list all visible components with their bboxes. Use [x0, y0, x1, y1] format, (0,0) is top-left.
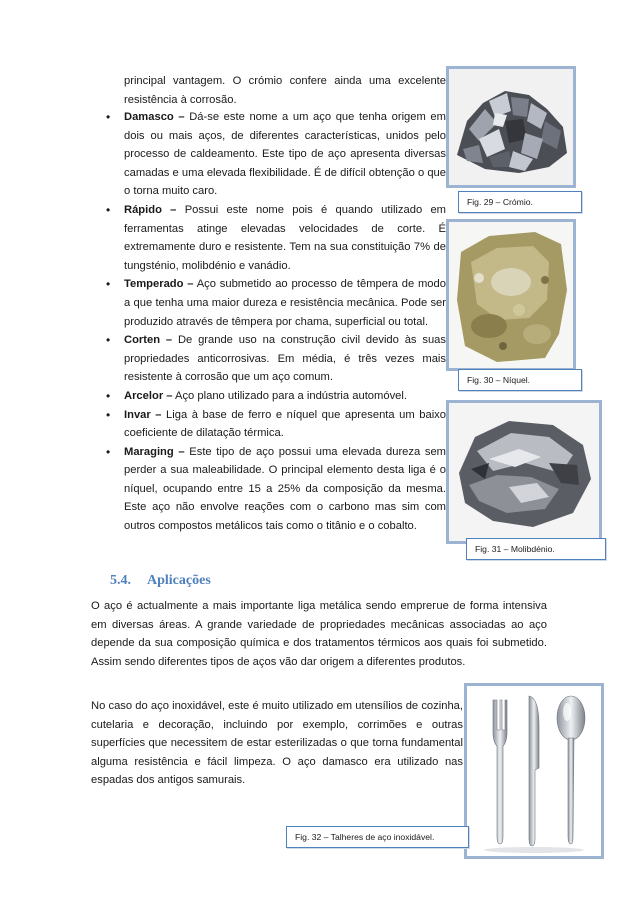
list-item: • Arcelor – Aço plano utilizado para a indústria automóvel. — [100, 387, 446, 406]
list-item: • Corten – De grande uso na construção civil devido às suas propriedades anticorrosivas. Em média, é três vezes mais resistente à corrosão que um aço comum. — [100, 331, 446, 387]
chromium-crystal-photo — [446, 66, 576, 188]
stainless-cutlery-photo — [464, 683, 604, 859]
paragraph: O aço é actualmente a mais importante liga metálica sendo emprегue de forma intensiva em diversas áreas. A grande variedade de propriedades mecânicas associadas ao aço depende da sua composição química e dos tratamentos térmicos aos quais foi submetido. Assim sendo diferentes tipos de aços vão dar origem a diferentes produtos. — [91, 600, 547, 668]
paragraph: No caso do aço inoxidável, este é muito utilizado em utensílios de cozinha, cutelaria e decoração, incluindo por exemplo, corrimões e outras superfícies que necessitem de estar esterilizadas o que torna fundamental alguma resistência e fácil limpeza. O aço damasco era utilizado nas espadas dos antigos samurais. — [91, 700, 463, 787]
figure-32-caption: Fig. 32 – Talheres de aço inoxidável. — [286, 826, 469, 848]
molybdenum-crystal-icon — [449, 403, 599, 541]
cutlery-icon — [467, 686, 601, 856]
figure-30-caption: Fig. 30 – Níquel. — [458, 369, 582, 391]
list-item: • Maraging – Este tipo de aço possui uma elevada dureza sem perder a sua maleabilidade. O principal elemento desta liga é o níquel, ocupando entre 15 a 25% da composição da mesma. Este aço não envolve reações com o carbono mas sim com outros compostos metálicos tais como o titânio e o cobalto. — [100, 443, 446, 536]
figure-29-caption: Fig. 29 – Crómio. — [458, 191, 582, 213]
chromium-crystal-icon — [449, 69, 573, 185]
section-title: Aplicações — [147, 573, 211, 588]
molybdenum-crystal-photo — [446, 400, 602, 544]
section-heading — [110, 573, 211, 589]
section-number: 5.4. — [110, 573, 131, 588]
nickel-ore-icon — [449, 222, 573, 368]
list-item: • Rápido – Possui este nome pois é quando utilizado em ferramentas atinge elevadas velocidades de corte. É extremamente duro e resistente. Tem na sua constituição 7% de tungsténio, molibdénio e vanádio. — [100, 201, 446, 275]
steel-types-list — [100, 108, 446, 536]
continuation-text: principal vantagem. O crómio confere ainda uma excelente resistência à corrosão. — [124, 75, 446, 106]
figure-31-caption: Fig. 31 – Molibdénio. — [466, 538, 606, 560]
nickel-ore-photo — [446, 219, 576, 371]
list-item: • Temperado – Aço submetido ao processo de têmpera de modo a que tenha uma maior dureza e resistência mecânica. Pode ser produzido através de têmpera por chama, superficial ou total. — [100, 275, 446, 331]
list-item: • Invar – Liga à base de ferro e níquel que apresenta um baixo coeficiente de dilatação térmica. — [100, 406, 446, 443]
list-item: • Damasco – Dá-se este nome a um aço que tenha origem em dois ou mais aços, de diferentes características, unidos pelo processo de caldeamento. Este tipo de aço apresenta diversas camadas e uma elevada flexibilidade. É de difícil obtenção o que o torna muito caro. — [100, 108, 446, 201]
